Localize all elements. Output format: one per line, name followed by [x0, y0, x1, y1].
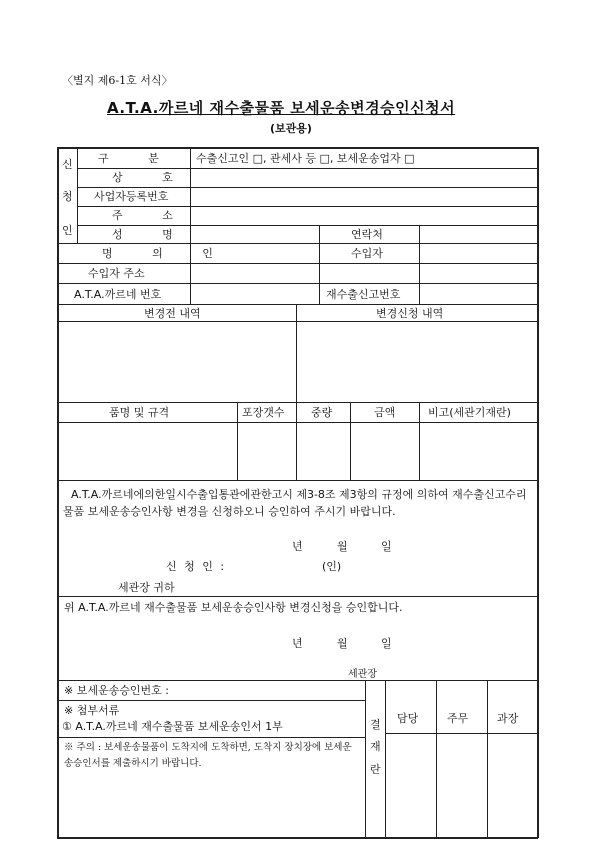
approval-sign-staff[interactable]: [387, 735, 435, 835]
approval-box-char-2: 재: [370, 740, 381, 753]
trade-name-field[interactable]: [192, 169, 536, 186]
approval-date-month: 월: [337, 637, 348, 650]
importer-address-label: 수입자 주소: [88, 267, 145, 280]
biz-reg-label: 사업자등록번호: [94, 190, 169, 203]
applicant-seal-label: (인): [322, 560, 342, 573]
form-subtitle: (보관용): [270, 122, 312, 135]
before-change-field[interactable]: [59, 322, 295, 401]
declaration-date-year: 년: [292, 540, 303, 553]
trade-name-label: 상 호: [112, 171, 191, 184]
item-weight-header: 중량: [311, 406, 333, 419]
change-request-field[interactable]: [298, 322, 536, 401]
caution-note: ※ 주의 : 보세운송물품이 도착지에 도착하면, 도착지 장치장에 보세운송승인서를 제출하시기 바랍니다.: [64, 742, 352, 769]
importer-address-field[interactable]: [192, 265, 536, 282]
change-request-label: 변경신청 내역: [376, 307, 444, 320]
addressee: 세관장 귀하: [118, 581, 175, 594]
item-name-spec-field[interactable]: [59, 423, 236, 479]
applicant-label-char-2: 청: [62, 190, 73, 203]
approval-date-day: 일: [381, 637, 392, 650]
type-options[interactable]: 수출신고인 □, 관세사 등 □, 보세운송업자 □: [196, 152, 415, 165]
applicant-label-char-1: 신: [62, 158, 73, 171]
address-label: 주 소: [112, 209, 191, 222]
holder-field[interactable]: [192, 245, 318, 262]
item-amount-field[interactable]: [352, 423, 418, 479]
item-name-spec-header: 품명 및 규격: [109, 406, 170, 419]
reexport-decl-number-label: 재수출신고번호: [326, 288, 401, 301]
before-change-label: 변경전 내역: [144, 307, 201, 320]
contact-label: 연락처: [351, 228, 383, 241]
biz-reg-field[interactable]: [192, 188, 536, 205]
declaration-date-day: 일: [381, 540, 392, 553]
declaration-text: A.T.A.까르네에의한일시수출입통관에관한고시 제3-8조 제3항의 규정에 의하여 재수출신고수리물품 보세운송승인사항 변경을 신청하오니 승인하여 주시기 바랍니다.: [63, 488, 527, 518]
reexport-decl-number-field[interactable]: [421, 285, 536, 303]
approval-date-year: 년: [292, 637, 303, 650]
attachment-item-1: ① A.T.A.까르네 재수출물품 보세운송인서 1부: [62, 720, 283, 733]
address-field[interactable]: [192, 207, 536, 224]
applicant-label-char-3: 인: [62, 224, 73, 237]
item-packages-field[interactable]: [239, 423, 295, 479]
contact-field[interactable]: [421, 226, 536, 242]
name-field[interactable]: [192, 226, 318, 242]
item-weight-field[interactable]: [298, 423, 349, 479]
form-title: A.T.A.까르네 재수출물품 보세운송변경승인신청서: [107, 99, 456, 117]
approval-sign-chief[interactable]: [438, 735, 486, 835]
applicant-signature-label: 신 청 인 :: [166, 560, 227, 573]
approval-number-label: ※ 보세운송승인번호 :: [64, 684, 169, 697]
item-packages-header: 포장갯수: [242, 406, 285, 419]
attachments-label: ※ 첨부서류: [64, 704, 120, 717]
approval-text: 위 A.T.A.까르네 재수출물품 보세운송승인사항 변경신청을 승인합니다.: [64, 601, 403, 614]
carnet-number-label: A.T.A.까르네 번호: [74, 288, 162, 301]
declaration-date-month: 월: [337, 540, 348, 553]
approval-box-char-3: 란: [370, 763, 381, 776]
approval-role-staff: 담당: [397, 712, 419, 725]
carnet-number-field[interactable]: [192, 285, 318, 303]
approval-sign-manager[interactable]: [489, 735, 536, 835]
holder-label: 명 의 인: [102, 247, 231, 260]
customs-official-label: 세관장: [348, 669, 377, 680]
importer-field[interactable]: [421, 245, 536, 262]
item-remarks-header: 비고(세관기재란): [428, 406, 511, 419]
type-label: 구 분: [98, 152, 177, 165]
item-remarks-field[interactable]: [421, 423, 536, 479]
approval-role-chief: 주무: [447, 712, 469, 725]
approval-box-char-1: 결: [370, 718, 381, 731]
item-amount-header: 금액: [374, 406, 396, 419]
form-number: 〈별지 제6-1호 서식〉: [62, 74, 173, 87]
importer-label: 수입자: [351, 247, 383, 260]
approval-role-manager: 과장: [497, 712, 519, 725]
name-label: 성 명: [112, 228, 191, 241]
